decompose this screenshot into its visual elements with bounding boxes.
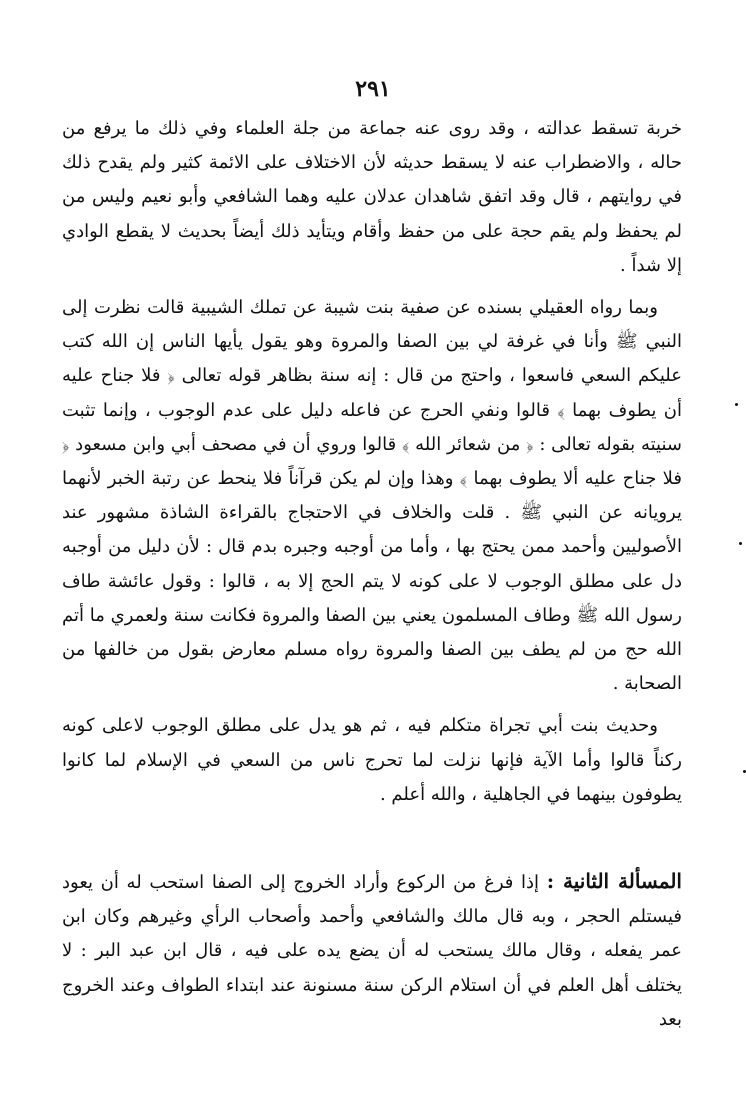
body-text bbox=[62, 112, 682, 1045]
margin-speck bbox=[739, 542, 742, 545]
issue-paragraph bbox=[62, 864, 682, 1037]
issue-text: إذا فرغ من الركوع وأراد الخروج إلى الصفا استحب له أن يعود فيستلم الحجر ، وبه قال مالك والشافعي وأحمد وأصحاب الرأي وغيرهم وكان ابن عمر يفعله ، وقال مالك يستحب له أن يضع يده على فيه ، قال ابن عبد البر : لا يختلف أهل العلم في أن استلام الركن سنة مسنونة عند ابتداء الطواف وعند الخروج بعد bbox=[62, 872, 682, 1030]
margin-speck bbox=[735, 403, 738, 406]
paragraph-3: وحديث بنت أبي تجراة متكلم فيه ، ثم هو يدل على مطلق الوجوب لاعلى كونه ركناً قالوا وأما الآية فإنها نزلت لما تحرج ناس من السعي في الإسلام لما كانوا يطوفون بينهما في الجاهلية ، والله أعلم . bbox=[62, 715, 682, 805]
paragraph-1: خربة تسقط عدالته ، وقد روى عنه جماعة من جلة العلماء وفي ذلك ما يرفع من حاله ، والاضطراب عنه لا يسقط حديثه لأن الاختلاف على الائمة كثير ولم يقدح ذلك في روايتهم ، قال وقد اتفق شاهدان عدلان عليه وهما الشافعي وأبو نعيم وليس من لم يحفظ ولم يقم حجة على من حفظ وأقام ويتأيد ذلك أيضاً بحديث لا يقطع الوادي إلا شداً . bbox=[62, 118, 682, 276]
page-number: ٢٩١ bbox=[355, 76, 391, 102]
section-gap bbox=[62, 820, 682, 864]
paragraph-2: وبما رواه العقيلي بسنده عن صفية بنت شيبة عن تملك الشيبية قالت نظرت إلى النبي ﷺ وأنا في غرفة لي بين الصفا والمروة وهو يقول يأيها الناس إن الله كتب عليكم السعي فاسعوا ، واحتج من قال : إنه سنة بظاهر قوله تعالى ﴿ فلا جناح عليه أن يطوف بهما ﴾ قالوا ونفي الحرج عن فاعله دليل على عدم الوجوب ، وإنما تثبت سنيته بقوله تعالى : ﴿ من شعائر الله ﴾ قالوا وروي أن في مصحف أبي وابن مسعود ﴿ فلا جناح عليه ألا يطوف بهما ﴾ وهذا وإن لم يكن قرآناً فلا ينحط عن رتبة الخبر لأنهما يرويانه عن النبي ﷺ . قلت والخلاف في الاحتجاج بالقراءة الشاذة مشهور عند الأصوليين وأحمد ممن يحتج بها ، وأما من أوجبه وجبره بدم قال : لأن دليل من أوجبه دل على مطلق الوجوب لا على كونه لا يتم الحج إلا به ، قالوا : وقول عائشة طاف رسول الله ﷺ وطاف المسلمون يعني بين الصفا والمروة فكانت سنة ولعمري ما أتم الله حج من لم يطف بين الصفا والمروة رواه مسلم معارض بقول من خالفها من الصحابة . bbox=[62, 297, 682, 695]
issue-title: المسألة الثانية : bbox=[546, 869, 682, 894]
